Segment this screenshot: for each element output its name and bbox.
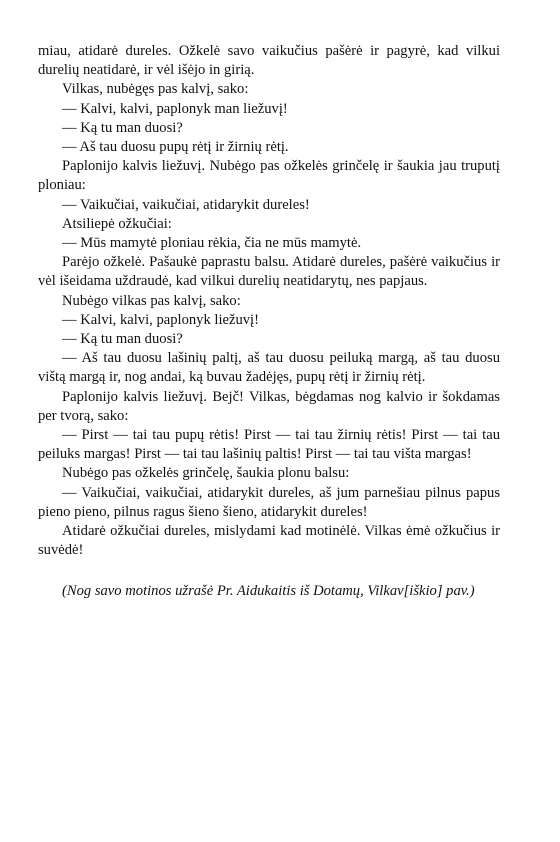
paragraph-18: — Vaikučiai, vaikučiai, atidarykit dureles, aš jum parnešiau pilnus papus pieno pieno, pilnus ragus šieno šieno, atidarykit dureles!	[38, 484, 500, 520]
paragraph-1: miau, atidarė dureles. Ožkelė savo vaikučius pašėrė ir pagyrė, kad vilkui durelių neatidarė, ir vėl išėjo in girią.	[38, 43, 500, 79]
paragraph-5: — Aš tau duosu pupų rėtį ir žirnių rėtį.	[62, 139, 289, 156]
paragraph-10: Parėjo ožkelė. Pašaukė paprastu balsu. Atidarė dureles, pašėrė vaikučius ir vėl išeidama uždraudė, kad vilkui durelių neatidarytų, nes papjaus.	[38, 254, 500, 290]
paragraph-4: — Ką tu man duosi?	[62, 119, 183, 136]
paragraph-7: — Vaikučiai, vaikučiai, atidarykit dureles!	[62, 196, 310, 213]
paragraph-13: — Ką tu man duosi?	[62, 331, 183, 348]
paragraph-3: — Kalvi, kalvi, paplonyk man liežuvį!	[62, 100, 288, 117]
document-page	[38, 42, 500, 602]
paragraph-8: Atsiliepė ožkučiai:	[62, 215, 172, 232]
spacer	[38, 560, 500, 582]
paragraph-12: — Kalvi, kalvi, paplonyk liežuvį!	[62, 311, 259, 328]
source-note: (Nog savo motinos užrašė Pr. Aidukaitis iš Dotamų, Vilkav[iškio] pav.)	[62, 583, 475, 600]
paragraph-2: Vilkas, nubėgęs pas kalvį, sako:	[62, 81, 249, 98]
paragraph-15-text: Paplonijo kalvis liežuvį.	[62, 388, 213, 405]
paragraph-15	[38, 388, 500, 426]
paragraph-14: — Aš tau duosu lašinių paltį, aš tau duosu peiluką margą, aš tau duosu vištą margą ir, nog andai, ką buvau žadėjęs, pupų rėtį ir žirnių rėtį.	[38, 350, 500, 386]
paragraph-15-rest: bėgdamas nog kalvio ir šokdamas per tvorą, sako:	[38, 388, 500, 424]
paragraph-9: — Mūs mamytė ploniau rėkia, čia ne mūs mamytė.	[62, 235, 362, 252]
paragraph-19: Atidarė ožkučiai dureles, mislydami kad motinėlė. Vilkas ėmė ožkučius ir suvėdė!	[38, 523, 500, 559]
paragraph-6: Paplonijo kalvis liežuvį. Nubėgo pas ožkelės grinčelę ir šaukia jau truputį ploniau:	[38, 158, 500, 194]
paragraph-17: Nubėgo pas ožkelės grinčelę, šaukia plonu balsu:	[62, 465, 350, 482]
paragraph-16: — Pirst — tai tau pupų rėtis! Pirst — tai tau žirnių rėtis! Pirst — tai tau peiluks margas! Pirst — tai tau lašinių paltis! Pirst — tai tau višta margas!	[38, 427, 500, 463]
paragraph-15-inline: Bejč! Vilkas,	[212, 388, 296, 405]
paragraph-11: Nubėgo vilkas pas kalvį, sako:	[62, 292, 241, 309]
